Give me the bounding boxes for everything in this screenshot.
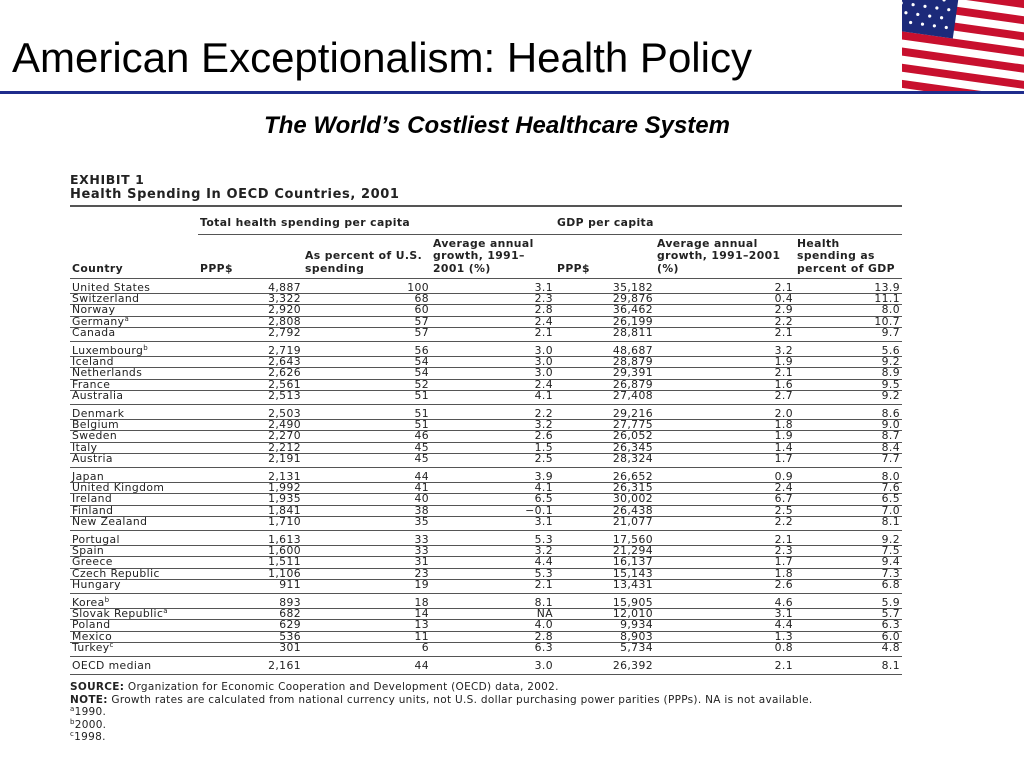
footnote-marker: a	[124, 314, 130, 323]
table-row-group	[70, 342, 902, 405]
table-cell-ppp: 1,841	[198, 505, 303, 516]
table-cell-gdp-growth: 1.6	[655, 379, 795, 390]
source-note	[70, 681, 906, 694]
slide-title: American Exceptionalism: Health Policy	[12, 34, 752, 81]
table-cell-gdp-ppp: 26,438	[555, 505, 655, 516]
country-name: OECD median	[72, 659, 152, 673]
table-cell-ppp: 2,503	[198, 405, 303, 420]
table-row-group	[70, 594, 902, 657]
note-text: Growth rates are calculated from national currency units, not U.S. dollar purchasing power parities (PPPs). NA is not available.	[111, 693, 813, 706]
country-name: Canada	[72, 325, 116, 339]
col-header-growth: Average annual growth, 1991–2001 (%)	[431, 234, 555, 279]
table-cell-growth: 2.8	[431, 631, 555, 642]
table-cell-gdp-growth: 1.9	[655, 431, 795, 442]
table-row	[70, 390, 902, 404]
table-cell-pct-gdp: 6.3	[795, 620, 902, 631]
table-cell-gdp-growth: 2.1	[655, 657, 795, 675]
country-name: Portugal	[72, 533, 120, 547]
table-cell-ppp: 2,513	[198, 390, 303, 404]
table-cell-gdp-ppp: 26,052	[555, 431, 655, 442]
table-cell-pct-us: 54	[303, 357, 431, 368]
table-cell-gdp-growth: 3.2	[655, 342, 795, 357]
table-cell-pct-gdp: 5.6	[795, 342, 902, 357]
country-name: France	[72, 377, 111, 391]
table-cell-ppp: 2,561	[198, 379, 303, 390]
table-cell-growth: 3.2	[431, 420, 555, 431]
table-cell-gdp-ppp: 17,560	[555, 531, 655, 546]
table-cell-gdp-growth: 1.9	[655, 357, 795, 368]
table-cell-gdp-ppp: 13,431	[555, 579, 655, 593]
table-cell-pct-gdp: 10.7	[795, 316, 902, 327]
country-name: Australia	[72, 388, 124, 402]
table-cell-ppp: 2,191	[198, 453, 303, 467]
table-cell-growth: 1.5	[431, 442, 555, 453]
table-cell-pct-gdp: 8.9	[795, 368, 902, 379]
country-name: Sweden	[72, 429, 118, 443]
country-name: Germany	[72, 314, 125, 328]
footnote-text: 1990.	[74, 706, 107, 719]
table-cell-ppp: 1,935	[198, 494, 303, 505]
exhibit-title: Health Spending In OECD Countries, 2001	[70, 187, 400, 202]
table-cell-gdp-growth: 2.2	[655, 516, 795, 530]
table-cell-pct-us: 60	[303, 305, 431, 316]
table-cell-ppp: 2,161	[198, 657, 303, 675]
source-text: Organization for Economic Cooperation and Development (OECD) data, 2002.	[127, 681, 559, 694]
table-row	[70, 642, 902, 656]
table-cell-pct-gdp: 9.5	[795, 379, 902, 390]
table-row-group	[70, 279, 902, 342]
table-row-group	[70, 405, 902, 468]
table-cell-growth: 3.0	[431, 657, 555, 675]
group-header-health: Total health spending per capita	[198, 206, 555, 234]
table-row	[70, 579, 902, 593]
table-cell-pct-gdp: 6.0	[795, 631, 902, 642]
table-cell-pct-us: 19	[303, 579, 431, 593]
table-cell-pct-us: 41	[303, 483, 431, 494]
table-cell-pct-us: 54	[303, 368, 431, 379]
table-cell-growth: 6.3	[431, 642, 555, 656]
country-name: Luxembourg	[72, 344, 144, 358]
table-cell-pct-us: 57	[303, 327, 431, 341]
col-header-country: Country	[70, 234, 198, 279]
table-cell-gdp-growth: 1.7	[655, 453, 795, 467]
table-cell-pct-us: 14	[303, 609, 431, 620]
table-cell-ppp: 1,600	[198, 546, 303, 557]
table-cell-growth: 6.5	[431, 494, 555, 505]
table-cell-gdp-growth: 2.5	[655, 505, 795, 516]
table-cell-gdp-ppp: 30,002	[555, 494, 655, 505]
table-cell-gdp-growth: 2.2	[655, 316, 795, 327]
table-cell-gdp-ppp: 26,392	[555, 657, 655, 675]
table-cell-gdp-growth: 4.6	[655, 594, 795, 609]
table-cell-gdp-ppp: 29,876	[555, 294, 655, 305]
table-cell-growth: 2.1	[431, 327, 555, 341]
table-cell-pct-us: 33	[303, 546, 431, 557]
table-cell-pct-gdp: 6.8	[795, 579, 902, 593]
note-label: NOTE:	[70, 693, 108, 706]
table-cell-ppp: 536	[198, 631, 303, 642]
slide-subtitle: The World’s Costliest Healthcare System	[264, 112, 730, 139]
country-name: Greece	[72, 555, 113, 569]
table-cell-gdp-growth: 2.1	[655, 327, 795, 341]
table-cell-gdp-ppp: 28,324	[555, 453, 655, 467]
table-cell-pct-us: 68	[303, 294, 431, 305]
table-cell-gdp-growth: 6.7	[655, 494, 795, 505]
table-cell-gdp-ppp: 26,315	[555, 483, 655, 494]
table-cell-growth: 8.1	[431, 594, 555, 609]
table-cell-growth: 2.1	[431, 579, 555, 593]
table-cell-pct-gdp: 9.4	[795, 557, 902, 568]
table-cell-country	[70, 453, 198, 467]
country-name: Norway	[72, 303, 116, 317]
table-cell-pct-us: 51	[303, 420, 431, 431]
table-cell-pct-us: 38	[303, 505, 431, 516]
country-name: United Kingdom	[72, 481, 165, 495]
footnote-marker: b	[104, 596, 110, 605]
table-cell-gdp-ppp: 16,137	[555, 557, 655, 568]
col-header-ppp: PPP$	[198, 234, 303, 279]
table-cell-gdp-ppp: 26,652	[555, 468, 655, 483]
table-cell-gdp-ppp: 12,010	[555, 609, 655, 620]
table-cell-gdp-growth: 2.9	[655, 305, 795, 316]
footnote-marker: b	[143, 344, 149, 353]
country-name: Hungary	[72, 577, 121, 591]
table-cell-pct-gdp: 9.2	[795, 531, 902, 546]
table-cell-country	[70, 579, 198, 593]
table-cell-pct-gdp: 8.0	[795, 305, 902, 316]
table-cell-ppp: 4,887	[198, 279, 303, 294]
table-cell-gdp-ppp: 36,462	[555, 305, 655, 316]
table-cell-gdp-ppp: 35,182	[555, 279, 655, 294]
table-cell-ppp: 2,719	[198, 342, 303, 357]
table-cell-ppp: 2,792	[198, 327, 303, 341]
table-cell-gdp-growth: 2.6	[655, 579, 795, 593]
country-name: Japan	[72, 470, 105, 484]
footnote-mark: c	[70, 730, 75, 739]
table-cell-country	[70, 657, 198, 675]
table-cell-country	[70, 390, 198, 404]
table-cell-growth: 2.8	[431, 305, 555, 316]
table-cell-gdp-ppp: 15,905	[555, 594, 655, 609]
table-cell-ppp: 1,992	[198, 483, 303, 494]
table-cell-pct-us: 100	[303, 279, 431, 294]
footnote-marker: a	[163, 607, 168, 616]
table-cell-gdp-ppp: 26,879	[555, 379, 655, 390]
table-cell-growth: 3.1	[431, 279, 555, 294]
table-cell-pct-us: 18	[303, 594, 431, 609]
footnote-mark: b	[70, 717, 75, 726]
country-name: Iceland	[72, 355, 114, 369]
table-cell-pct-gdp: 11.1	[795, 294, 902, 305]
country-name: Switzerland	[72, 292, 140, 306]
table-cell-gdp-ppp: 28,879	[555, 357, 655, 368]
col-header-pct-gdp: Health spending as percent of GDP	[795, 234, 902, 279]
table-cell-ppp: 2,808	[198, 316, 303, 327]
country-name: New Zealand	[72, 514, 148, 528]
table-cell-pct-gdp: 7.6	[795, 483, 902, 494]
table-cell-growth: 2.5	[431, 453, 555, 467]
table-cell-pct-gdp: 13.9	[795, 279, 902, 294]
table-cell-gdp-growth: 2.1	[655, 368, 795, 379]
table-cell-growth: 3.0	[431, 342, 555, 357]
group-header-blank	[70, 206, 198, 234]
country-name: Turkey	[72, 640, 110, 654]
country-name: Korea	[72, 596, 105, 610]
col-header-gdp-growth: Average annual growth, 1991–2001 (%)	[655, 234, 795, 279]
country-name: Denmark	[72, 407, 125, 421]
table-cell-growth: −0.1	[431, 505, 555, 516]
table-cell-growth: 2.4	[431, 379, 555, 390]
table-cell-growth: 3.0	[431, 368, 555, 379]
table-cell-gdp-ppp: 27,408	[555, 390, 655, 404]
col-header-pct-us: As percent of U.S. spending	[303, 234, 431, 279]
footnote-marker: c	[109, 640, 114, 649]
table-cell-pct-gdp: 4.8	[795, 642, 902, 656]
table-cell-pct-gdp: 7.3	[795, 568, 902, 579]
table-row	[70, 327, 902, 341]
table-cell-growth: 4.1	[431, 483, 555, 494]
table-cell-gdp-ppp: 5,734	[555, 642, 655, 656]
country-name: Poland	[72, 618, 111, 632]
table-cell-gdp-growth: 4.4	[655, 620, 795, 631]
table-cell-pct-gdp: 8.6	[795, 405, 902, 420]
table-cell-gdp-growth: 1.4	[655, 442, 795, 453]
table-cell-growth: 3.1	[431, 516, 555, 530]
col-header-gdp-ppp: PPP$	[555, 234, 655, 279]
table-cell-ppp: 301	[198, 642, 303, 656]
table-cell-pct-us: 44	[303, 468, 431, 483]
table-cell-growth: 2.3	[431, 294, 555, 305]
country-name: Spain	[72, 544, 105, 558]
table-cell-ppp: 1,106	[198, 568, 303, 579]
country-name: Italy	[72, 440, 98, 454]
table-cell-pct-us: 46	[303, 431, 431, 442]
table-cell-pct-us: 6	[303, 642, 431, 656]
table-cell-pct-gdp: 7.0	[795, 505, 902, 516]
health-spending-table	[70, 205, 902, 675]
table-cell-gdp-growth: 0.9	[655, 468, 795, 483]
source-label: SOURCE:	[70, 681, 125, 694]
table-cell-ppp: 2,626	[198, 368, 303, 379]
table-cell-gdp-ppp: 28,811	[555, 327, 655, 341]
table-cell-gdp-ppp: 27,775	[555, 420, 655, 431]
table-cell-ppp: 1,511	[198, 557, 303, 568]
table-cell-pct-gdp: 8.0	[795, 468, 902, 483]
table-notes	[70, 681, 906, 744]
table-cell-country	[70, 642, 198, 656]
table-cell-pct-gdp: 8.4	[795, 442, 902, 453]
footnote	[70, 706, 906, 719]
table-cell-growth: 2.6	[431, 431, 555, 442]
table-cell-pct-gdp: 7.7	[795, 453, 902, 467]
country-name: Slovak Republic	[72, 607, 164, 621]
table-cell-ppp: 3,322	[198, 294, 303, 305]
table-cell-gdp-growth: 2.4	[655, 483, 795, 494]
table-cell-growth: 3.0	[431, 357, 555, 368]
table-cell-pct-us: 56	[303, 342, 431, 357]
table-cell-gdp-ppp: 21,294	[555, 546, 655, 557]
table-cell-pct-gdp: 8.1	[795, 657, 902, 675]
table-cell-gdp-growth: 2.7	[655, 390, 795, 404]
table-cell-ppp: 2,131	[198, 468, 303, 483]
table-cell-pct-us: 11	[303, 631, 431, 642]
table-cell-growth: 2.2	[431, 405, 555, 420]
table-cell-ppp: 911	[198, 579, 303, 593]
table-cell-growth: 4.1	[431, 390, 555, 404]
footnote	[70, 731, 906, 744]
table-cell-gdp-growth: 0.8	[655, 642, 795, 656]
table-cell-growth: NA	[431, 609, 555, 620]
table-cell-pct-us: 31	[303, 557, 431, 568]
table-cell-pct-gdp: 8.7	[795, 431, 902, 442]
table-cell-pct-us: 33	[303, 531, 431, 546]
table-cell-pct-us: 45	[303, 453, 431, 467]
country-name: Finland	[72, 503, 114, 517]
table-cell-ppp: 893	[198, 594, 303, 609]
table-cell-ppp: 2,212	[198, 442, 303, 453]
table-cell-ppp: 1,613	[198, 531, 303, 546]
table-cell-pct-gdp: 5.9	[795, 594, 902, 609]
exhibit-label: EXHIBIT 1	[70, 172, 145, 187]
country-name: Czech Republic	[72, 566, 160, 580]
note-line	[70, 694, 906, 707]
table-row	[70, 657, 902, 675]
footnote-mark: a	[70, 705, 75, 714]
table-cell-ppp: 2,490	[198, 420, 303, 431]
table-cell-gdp-growth: 0.4	[655, 294, 795, 305]
table-cell-growth: 3.2	[431, 546, 555, 557]
table-cell-gdp-ppp: 29,216	[555, 405, 655, 420]
table-cell-gdp-ppp: 26,345	[555, 442, 655, 453]
table-cell-ppp: 2,643	[198, 357, 303, 368]
table-cell-gdp-growth: 2.3	[655, 546, 795, 557]
table-cell-growth: 5.3	[431, 531, 555, 546]
table-cell-pct-us: 13	[303, 620, 431, 631]
table-cell-pct-gdp: 6.5	[795, 494, 902, 505]
table-cell-pct-gdp: 5.7	[795, 609, 902, 620]
table-cell-growth: 4.4	[431, 557, 555, 568]
table-cell-pct-gdp: 9.0	[795, 420, 902, 431]
table-cell-pct-gdp: 7.5	[795, 546, 902, 557]
group-header-gdp: GDP per capita	[555, 206, 902, 234]
exhibit	[70, 172, 906, 744]
table-cell-ppp: 629	[198, 620, 303, 631]
table-row-group	[70, 657, 902, 675]
table-cell-pct-us: 44	[303, 657, 431, 675]
table-cell-pct-us: 35	[303, 516, 431, 530]
country-name: United States	[72, 281, 151, 294]
table-cell-pct-gdp: 9.2	[795, 357, 902, 368]
table-cell-gdp-ppp: 21,077	[555, 516, 655, 530]
country-name: Mexico	[72, 629, 113, 643]
table-row	[70, 453, 902, 467]
table-cell-pct-gdp: 9.2	[795, 390, 902, 404]
table-cell-gdp-ppp: 15,143	[555, 568, 655, 579]
country-name: Ireland	[72, 492, 113, 506]
table-cell-gdp-growth: 1.8	[655, 420, 795, 431]
table-cell-pct-gdp: 9.7	[795, 327, 902, 341]
table-cell-growth: 4.0	[431, 620, 555, 631]
table-row-group	[70, 531, 902, 594]
table-cell-pct-us: 45	[303, 442, 431, 453]
country-name: Belgium	[72, 418, 120, 432]
country-name: Netherlands	[72, 366, 143, 380]
table-cell-gdp-growth: 1.3	[655, 631, 795, 642]
table-cell-gdp-growth: 2.1	[655, 279, 795, 294]
table-cell-gdp-ppp: 29,391	[555, 368, 655, 379]
table-cell-gdp-growth: 1.7	[655, 557, 795, 568]
table-cell-pct-us: 51	[303, 390, 431, 404]
table-cell-gdp-growth: 2.0	[655, 405, 795, 420]
table-cell-ppp: 2,920	[198, 305, 303, 316]
footnote	[70, 719, 906, 732]
table-cell-pct-us: 51	[303, 405, 431, 420]
table-cell-country	[70, 327, 198, 341]
table-cell-gdp-growth: 3.1	[655, 609, 795, 620]
table-cell-growth: 5.3	[431, 568, 555, 579]
table-cell-gdp-growth: 2.1	[655, 531, 795, 546]
table-cell-ppp: 682	[198, 609, 303, 620]
table-cell-pct-gdp: 8.1	[795, 516, 902, 530]
table-cell-pct-us: 40	[303, 494, 431, 505]
table-cell-pct-us: 23	[303, 568, 431, 579]
table-cell-ppp: 1,710	[198, 516, 303, 530]
table-cell-gdp-growth: 1.8	[655, 568, 795, 579]
table-cell-gdp-ppp: 9,934	[555, 620, 655, 631]
table-cell-growth: 2.4	[431, 316, 555, 327]
table-cell-gdp-ppp: 48,687	[555, 342, 655, 357]
footnote-text: 1998.	[74, 731, 106, 744]
table-cell-gdp-ppp: 26,199	[555, 316, 655, 327]
table-cell-gdp-ppp: 8,903	[555, 631, 655, 642]
table-cell-ppp: 2,270	[198, 431, 303, 442]
table-row	[70, 516, 902, 530]
table-cell-growth: 3.9	[431, 468, 555, 483]
footnote-text: 2000.	[74, 718, 107, 731]
table-cell-pct-us: 52	[303, 379, 431, 390]
country-name: Austria	[72, 451, 113, 465]
us-flag-image	[902, 0, 1024, 91]
table-cell-pct-us: 57	[303, 316, 431, 327]
table-row-group	[70, 468, 902, 531]
table-cell-country	[70, 516, 198, 530]
title-rule	[0, 91, 1024, 94]
